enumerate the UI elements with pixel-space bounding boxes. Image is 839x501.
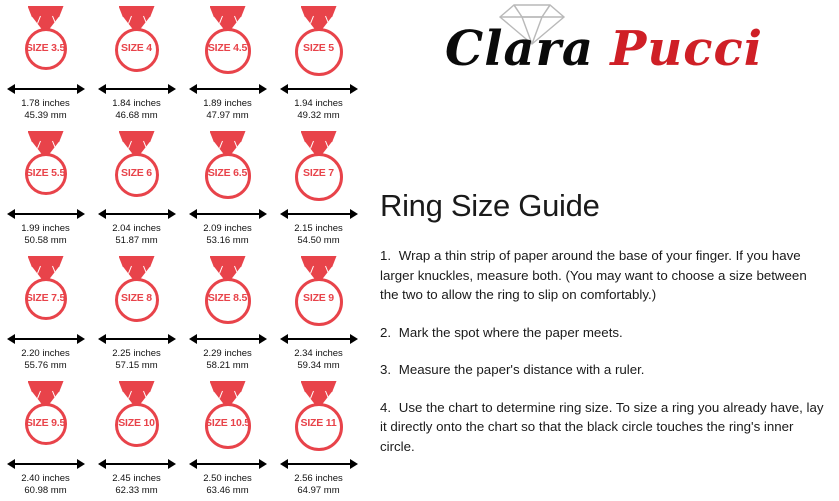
chart-row <box>0 129 366 254</box>
measure-inches: 2.40 inches <box>21 473 70 484</box>
instruction-step <box>380 398 825 457</box>
ring-illustration <box>277 381 361 457</box>
ring-size-label: SIZE 3.5 <box>25 42 66 54</box>
step-number: 4. <box>380 399 392 415</box>
ring-measurement <box>21 473 70 496</box>
ring-measurement <box>112 473 161 496</box>
ring-size-label: SIZE 4 <box>121 42 152 54</box>
measure-mm: 49.32 mm <box>297 109 340 121</box>
ring-measurement <box>112 348 161 371</box>
brand-wordmark <box>374 20 834 78</box>
ring-illustration <box>186 256 270 332</box>
ring-illustration <box>95 256 179 332</box>
measure-inches: 1.78 inches <box>21 98 70 109</box>
instruction-step <box>380 323 825 343</box>
measure-inches: 1.89 inches <box>203 98 252 109</box>
ring-illustration <box>186 381 270 457</box>
ring-size-label: SIZE 5.5 <box>25 167 66 179</box>
measure-inches: 2.29 inches <box>203 348 252 359</box>
instruction-step <box>380 246 825 305</box>
ring-size-label: SIZE 8.5 <box>207 292 248 304</box>
chart-row <box>0 254 366 379</box>
ring-size-cell <box>182 254 273 379</box>
ring-illustration <box>277 256 361 332</box>
ring-size-cell <box>273 129 364 254</box>
ring-size-cell <box>0 129 91 254</box>
measure-inches: 2.04 inches <box>112 223 161 234</box>
measure-inches: 2.20 inches <box>21 348 70 359</box>
measure-arrow-icon <box>280 83 358 95</box>
measure-arrow-icon <box>98 458 176 470</box>
ring-measurement <box>294 223 343 246</box>
ring-measurement <box>294 348 343 371</box>
ring-illustration <box>277 131 361 207</box>
measure-inches: 1.99 inches <box>21 223 70 234</box>
measure-arrow-icon <box>189 83 267 95</box>
ring-size-cell <box>182 129 273 254</box>
measure-inches: 2.34 inches <box>294 348 343 359</box>
measure-mm: 50.58 mm <box>24 234 67 246</box>
step-text: Mark the spot where the paper meets. <box>398 324 623 340</box>
measure-mm: 59.34 mm <box>297 359 340 371</box>
ring-illustration <box>186 6 270 82</box>
ring-illustration <box>4 381 88 457</box>
ring-measurement <box>112 223 161 246</box>
chart-row <box>0 379 366 501</box>
ring-size-label: SIZE 9 <box>303 292 334 304</box>
measure-mm: 62.33 mm <box>115 484 158 496</box>
ring-size-label: SIZE 6 <box>121 167 152 179</box>
measure-inches: 2.56 inches <box>294 473 343 484</box>
measure-inches: 2.50 inches <box>203 473 252 484</box>
ring-size-label: SIZE 6.5 <box>207 167 248 179</box>
ring-size-cell <box>91 379 182 501</box>
measure-arrow-icon <box>98 333 176 345</box>
ring-illustration <box>95 6 179 82</box>
measure-arrow-icon <box>98 208 176 220</box>
measure-arrow-icon <box>7 458 85 470</box>
measure-mm: 45.39 mm <box>24 109 67 121</box>
measure-arrow-icon <box>189 458 267 470</box>
brand-name-second: Pucci <box>610 21 763 77</box>
measure-inches: 2.15 inches <box>294 223 343 234</box>
step-text: Use the chart to determine ring size. To size a ring you already have, lay it directly onto the chart so that the black circle touches the ring's inner circle. <box>380 399 824 454</box>
step-text: Measure the paper's distance with a ruler. <box>398 362 645 377</box>
ring-size-cell <box>0 254 91 379</box>
measure-mm: 63.46 mm <box>206 484 249 496</box>
measure-mm: 60.98 mm <box>24 484 67 496</box>
instruction-step <box>380 360 825 380</box>
measure-mm: 51.87 mm <box>115 234 158 246</box>
measure-mm: 53.16 mm <box>206 234 249 246</box>
measure-mm: 46.68 mm <box>115 109 158 121</box>
measure-arrow-icon <box>189 208 267 220</box>
brand-name-first: Clara <box>445 21 594 77</box>
ring-size-label: SIZE 10.5 <box>205 417 250 429</box>
ring-illustration <box>4 256 88 332</box>
measure-arrow-icon <box>7 208 85 220</box>
measure-mm: 54.50 mm <box>297 234 340 246</box>
measure-arrow-icon <box>98 83 176 95</box>
ring-measurement <box>21 348 70 371</box>
ring-size-cell <box>91 129 182 254</box>
measure-arrow-icon <box>7 83 85 95</box>
ring-illustration <box>95 131 179 207</box>
instruction-list <box>380 246 825 456</box>
ring-size-cell <box>273 379 364 501</box>
ring-size-cell <box>0 379 91 501</box>
ring-illustration <box>186 131 270 207</box>
guide-panel <box>366 0 839 501</box>
step-number: 2. <box>380 324 392 340</box>
chart-row <box>0 4 366 129</box>
ring-measurement <box>21 98 70 121</box>
ring-size-label: SIZE 4.5 <box>207 42 248 54</box>
measure-inches: 2.45 inches <box>112 473 161 484</box>
ring-size-cell <box>182 4 273 129</box>
ring-size-label: SIZE 9.5 <box>25 417 66 429</box>
measure-arrow-icon <box>280 333 358 345</box>
measure-inches: 2.09 inches <box>203 223 252 234</box>
ring-illustration <box>4 131 88 207</box>
ring-size-label: SIZE 7.5 <box>25 292 66 304</box>
ring-measurement <box>294 98 343 121</box>
step-number: 3. <box>380 362 392 377</box>
ring-size-label: SIZE 8 <box>121 292 152 304</box>
ring-size-cell <box>0 4 91 129</box>
measure-mm: 57.15 mm <box>115 359 158 371</box>
page-title: Ring Size Guide <box>380 188 600 223</box>
ring-size-label: SIZE 11 <box>300 417 337 429</box>
ring-size-label: SIZE 10 <box>118 417 155 429</box>
ring-size-label: SIZE 7 <box>303 167 334 179</box>
measure-arrow-icon <box>189 333 267 345</box>
step-text: Wrap a thin strip of paper around the base of your finger. If you have larger knuckles, measure both. (You may want to choose a size between the two to allow the ring to slip on comfortably.) <box>380 248 807 302</box>
ring-measurement <box>112 98 161 121</box>
measure-mm: 64.97 mm <box>297 484 340 496</box>
ring-size-cell <box>273 254 364 379</box>
measure-inches: 1.84 inches <box>112 98 161 109</box>
measure-inches: 1.94 inches <box>294 98 343 109</box>
measure-mm: 58.21 mm <box>206 359 249 371</box>
ring-measurement <box>203 223 252 246</box>
ring-measurement <box>203 348 252 371</box>
measure-mm: 55.76 mm <box>24 359 67 371</box>
measure-inches: 2.25 inches <box>112 348 161 359</box>
ring-measurement <box>203 98 252 121</box>
ring-size-chart <box>0 0 366 501</box>
ring-illustration <box>95 381 179 457</box>
ring-size-cell <box>91 4 182 129</box>
ring-measurement <box>203 473 252 496</box>
measure-mm: 47.97 mm <box>206 109 249 121</box>
ring-size-label: SIZE 5 <box>303 42 334 54</box>
ring-illustration <box>4 6 88 82</box>
measure-arrow-icon <box>280 458 358 470</box>
measure-arrow-icon <box>280 208 358 220</box>
ring-illustration <box>277 6 361 82</box>
ring-size-cell <box>91 254 182 379</box>
ring-measurement <box>294 473 343 496</box>
measure-arrow-icon <box>7 333 85 345</box>
ring-size-cell <box>273 4 364 129</box>
ring-measurement <box>21 223 70 246</box>
brand-logo <box>366 0 839 110</box>
ring-size-cell <box>182 379 273 501</box>
step-number: 1. <box>380 248 392 263</box>
